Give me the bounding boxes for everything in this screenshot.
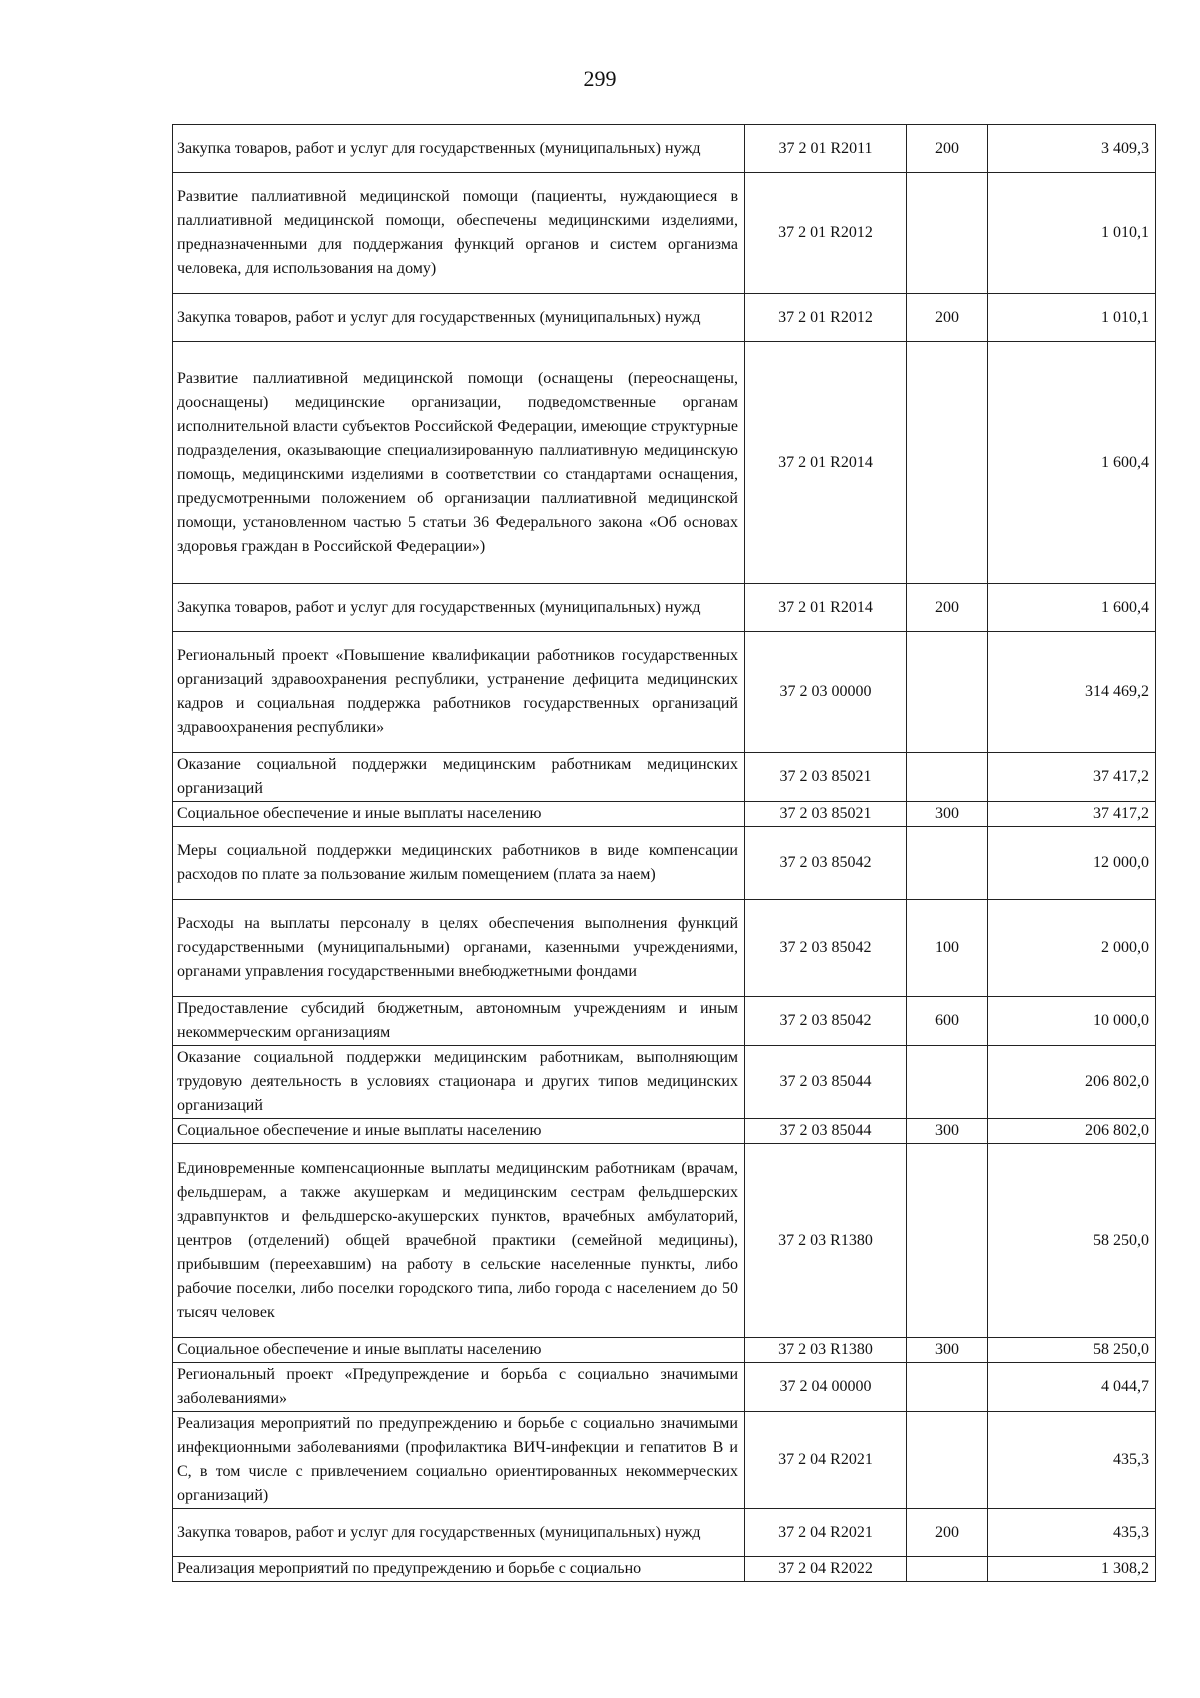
- table-row: [173, 584, 1156, 632]
- target-code-cell: 37 2 03 85042: [745, 827, 907, 900]
- target-code-cell: 37 2 03 85044: [745, 1119, 907, 1144]
- target-code-cell: 37 2 03 R1380: [745, 1338, 907, 1363]
- target-code-cell: 37 2 03 R1380: [745, 1144, 907, 1338]
- amount-cell: 206 802,0: [988, 1119, 1156, 1144]
- expense-type-cell: [907, 1144, 988, 1338]
- item-name-cell: Региональный проект «Предупреждение и борьба с социально значимыми заболеваниями»: [173, 1363, 745, 1412]
- budget-table: [172, 124, 1156, 1582]
- amount-cell: 1 010,1: [988, 173, 1156, 294]
- target-code-cell: 37 2 04 R2022: [745, 1557, 907, 1582]
- item-name-cell: Региональный проект «Повышение квалификации работников государственных организаций здравоохранения республики, устранение дефицита медицинских кадров и социальная поддержка работников государственных организаций здравоохранения республики»: [173, 632, 745, 753]
- item-name-cell: Закупка товаров, работ и услуг для государственных (муниципальных) нужд: [173, 294, 745, 342]
- amount-cell: 314 469,2: [988, 632, 1156, 753]
- table-row: [173, 1557, 1156, 1582]
- item-name-cell: Оказание социальной поддержки медицинским работникам медицинских организаций: [173, 753, 745, 802]
- target-code-cell: 37 2 01 R2012: [745, 173, 907, 294]
- table-row: [173, 1119, 1156, 1144]
- item-name-cell: Социальное обеспечение и иные выплаты населению: [173, 802, 745, 827]
- amount-cell: 435,3: [988, 1509, 1156, 1557]
- item-name-cell: Реализация мероприятий по предупреждению и борьбе с социально: [173, 1557, 745, 1582]
- expense-type-cell: 300: [907, 802, 988, 827]
- expense-type-cell: [907, 342, 988, 584]
- amount-cell: 2 000,0: [988, 900, 1156, 997]
- target-code-cell: 37 2 03 85021: [745, 802, 907, 827]
- target-code-cell: 37 2 04 R2021: [745, 1412, 907, 1509]
- expense-type-cell: [907, 632, 988, 753]
- expense-type-cell: 200: [907, 1509, 988, 1557]
- expense-type-cell: [907, 827, 988, 900]
- page-number: 299: [583, 66, 617, 91]
- expense-type-cell: 300: [907, 1338, 988, 1363]
- item-name-cell: Предоставление субсидий бюджетным, автономным учреждениям и иным некоммерческим организациям: [173, 997, 745, 1046]
- target-code-cell: 37 2 03 85044: [745, 1046, 907, 1119]
- item-name-cell: Реализация мероприятий по предупреждению и борьбе с социально значимыми инфекционными заболеваниями (профилактика ВИЧ-инфекции и гепатитов В и С, в том числе с привлечением социально ориентированных некоммерческих организаций): [173, 1412, 745, 1509]
- amount-cell: 37 417,2: [988, 802, 1156, 827]
- amount-cell: 58 250,0: [988, 1338, 1156, 1363]
- item-name-cell: Меры социальной поддержки медицинских работников в виде компенсации расходов по плате за пользование жилым помещением (плата за наем): [173, 827, 745, 900]
- target-code-cell: 37 2 01 R2014: [745, 342, 907, 584]
- item-name-cell: Расходы на выплаты персоналу в целях обеспечения выполнения функций государственными (муниципальными) органами, казенными учреждениями, органами управления государственными внебюджетными фондами: [173, 900, 745, 997]
- amount-cell: 58 250,0: [988, 1144, 1156, 1338]
- target-code-cell: 37 2 03 00000: [745, 632, 907, 753]
- expense-type-cell: [907, 753, 988, 802]
- amount-cell: 10 000,0: [988, 997, 1156, 1046]
- item-name-cell: Развитие паллиативной медицинской помощи (оснащены (переоснащены, дооснащены) медицинские организации, подведомственные органам исполнительной власти субъектов Российской Федерации, имеющие структурные подразделения, оказывающие специализированную паллиативную медицинскую помощь, медицинскими изделиями в соответствии со стандартами оснащения, предусмотренными положением об организации паллиативной медицинской помощи, установленном частью 5 статьи 36 Федерального закона «Об основах здоровья граждан в Российской Федерации»): [173, 342, 745, 584]
- expense-type-cell: 200: [907, 294, 988, 342]
- item-name-cell: Социальное обеспечение и иные выплаты населению: [173, 1119, 745, 1144]
- item-name-cell: Единовременные компенсационные выплаты медицинским работникам (врачам, фельдшерам, а также акушеркам и медицинским сестрам фельдшерских здравпунктов и фельдшерско-акушерских пунктов, врачебных амбулаторий, центров (отделений) общей врачебной практики (семейной медицины), прибывшим (переехавшим) на работу в сельские населенные пункты, либо рабочие поселки, либо поселки городского типа, либо города с населением до 50 тысяч человек: [173, 1144, 745, 1338]
- item-name-cell: Закупка товаров, работ и услуг для государственных (муниципальных) нужд: [173, 584, 745, 632]
- amount-cell: 1 308,2: [988, 1557, 1156, 1582]
- item-name-cell: Закупка товаров, работ и услуг для государственных (муниципальных) нужд: [173, 125, 745, 173]
- expense-type-cell: 100: [907, 900, 988, 997]
- table-row: [173, 632, 1156, 753]
- amount-cell: 1 010,1: [988, 294, 1156, 342]
- table-row: [173, 125, 1156, 173]
- target-code-cell: 37 2 03 85042: [745, 997, 907, 1046]
- expense-type-cell: [907, 1363, 988, 1412]
- item-name-cell: Социальное обеспечение и иные выплаты населению: [173, 1338, 745, 1363]
- expense-type-cell: 600: [907, 997, 988, 1046]
- amount-cell: 4 044,7: [988, 1363, 1156, 1412]
- amount-cell: 3 409,3: [988, 125, 1156, 173]
- expense-type-cell: 200: [907, 584, 988, 632]
- table-row: [173, 294, 1156, 342]
- table-row: [173, 1338, 1156, 1363]
- item-name-cell: Закупка товаров, работ и услуг для государственных (муниципальных) нужд: [173, 1509, 745, 1557]
- target-code-cell: 37 2 03 85042: [745, 900, 907, 997]
- target-code-cell: 37 2 04 R2021: [745, 1509, 907, 1557]
- item-name-cell: Оказание социальной поддержки медицинским работникам, выполняющим трудовую деятельность в условиях стационара и других типов медицинских организаций: [173, 1046, 745, 1119]
- table-row: [173, 900, 1156, 997]
- table-row: [173, 342, 1156, 584]
- table-row: [173, 1363, 1156, 1412]
- amount-cell: 12 000,0: [988, 827, 1156, 900]
- amount-cell: 1 600,4: [988, 584, 1156, 632]
- table-row: [173, 173, 1156, 294]
- expense-type-cell: [907, 173, 988, 294]
- expense-type-cell: [907, 1046, 988, 1119]
- expense-type-cell: [907, 1557, 988, 1582]
- target-code-cell: 37 2 03 85021: [745, 753, 907, 802]
- expense-type-cell: 300: [907, 1119, 988, 1144]
- table-row: [173, 1144, 1156, 1338]
- amount-cell: 435,3: [988, 1412, 1156, 1509]
- budget-table-body: [173, 125, 1156, 1582]
- amount-cell: 206 802,0: [988, 1046, 1156, 1119]
- target-code-cell: 37 2 01 R2011: [745, 125, 907, 173]
- expense-type-cell: 200: [907, 125, 988, 173]
- amount-cell: 1 600,4: [988, 342, 1156, 584]
- table-row: [173, 1509, 1156, 1557]
- table-row: [173, 1046, 1156, 1119]
- item-name-cell: Развитие паллиативной медицинской помощи (пациенты, нуждающиеся в паллиативной медицинской помощи, обеспечены медицинскими изделиями, предназначенными для поддержания функций органов и систем организма человека, для использования на дому): [173, 173, 745, 294]
- target-code-cell: 37 2 01 R2012: [745, 294, 907, 342]
- table-row: [173, 753, 1156, 802]
- table-row: [173, 827, 1156, 900]
- target-code-cell: 37 2 04 00000: [745, 1363, 907, 1412]
- table-row: [173, 802, 1156, 827]
- amount-cell: 37 417,2: [988, 753, 1156, 802]
- table-row: [173, 997, 1156, 1046]
- target-code-cell: 37 2 01 R2014: [745, 584, 907, 632]
- table-row: [173, 1412, 1156, 1509]
- expense-type-cell: [907, 1412, 988, 1509]
